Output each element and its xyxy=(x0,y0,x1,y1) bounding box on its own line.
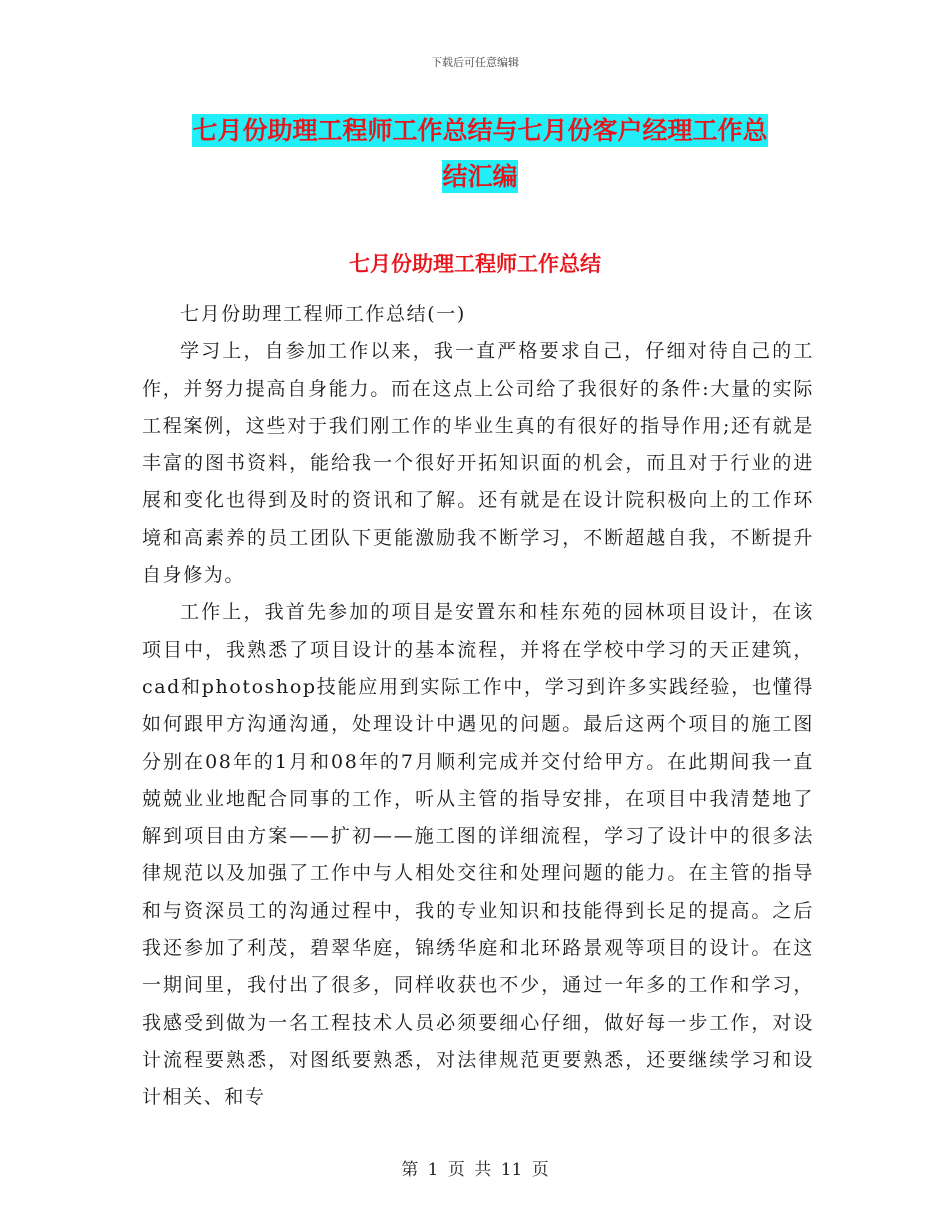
page-number-footer: 第 1 页 共 11 页 xyxy=(401,1160,549,1180)
subheading: 七月份助理工程师工作总结(一) xyxy=(180,303,466,325)
section-title: 七月份助理工程师工作总结 xyxy=(349,252,601,276)
paragraph: 学习上，自参加工作以来，我一直严格要求自己，仔细对待自己的工作，并努力提高自身能力。而在这点上公司给了我很好的条件:大量的实际工程案例，这些对于我们刚工作的毕业生真的有很好的指导作用;还有就是丰富的图书资料，能给我一个很好开拓知识面的机会，而且对于行业的进展和变化也得到及时的资讯和了解。还有就是在设计院积极向上的工作环境和高素养的员工团队下更能激励我不断学习，不断超越自我，不断提升自身修为。 xyxy=(142,340,814,587)
document-title-line-2: 结汇编 xyxy=(442,162,518,191)
paragraph: 工作上，我首先参加的项目是安置东和桂东苑的园林项目设计，在该项目中，我熟悉了项目设计的基本流程，并将在学校中学习的天正建筑，cad和photoshop技能应用到实际工作中，学习到许多实践经验，也懂得如何跟甲方沟通沟通，处理设计中遇见的问题。最后这两个项目的施工图分别在08年的1月和08年的7月顺利完成并交付给甲方。在此期间我一直兢兢业业地配合同事的工作，听从主管的指导安排，在项目中我清楚地了解到项目由方案——扩初——施工图的详细流程，学习了设计中的很多法律规范以及加强了工作中与人相处交往和处理问题的能力。在主管的指导和与资深员工的沟通过程中，我的专业知识和技能得到长足的提高。之后我还参加了利茂，碧翠华庭，锦绣华庭和北环路景观等项目的设计。在这一期间里，我付出了很多，同样收获也不少，通过一年多的工作和学习，我感受到做为一名工程技术人员必须要细心仔细，做好每一步工作，对设计流程要熟悉，对图纸要熟悉，对法律规范更要熟悉，还要继续学习和设计相关、和专 xyxy=(142,601,814,1109)
document-title-line-1: 七月份助理工程师工作总结与七月份客户经理工作总 xyxy=(192,116,768,145)
page-header-note: 下载后可任意编辑 xyxy=(431,56,519,69)
document-body xyxy=(142,296,814,1117)
document-title xyxy=(140,108,820,200)
